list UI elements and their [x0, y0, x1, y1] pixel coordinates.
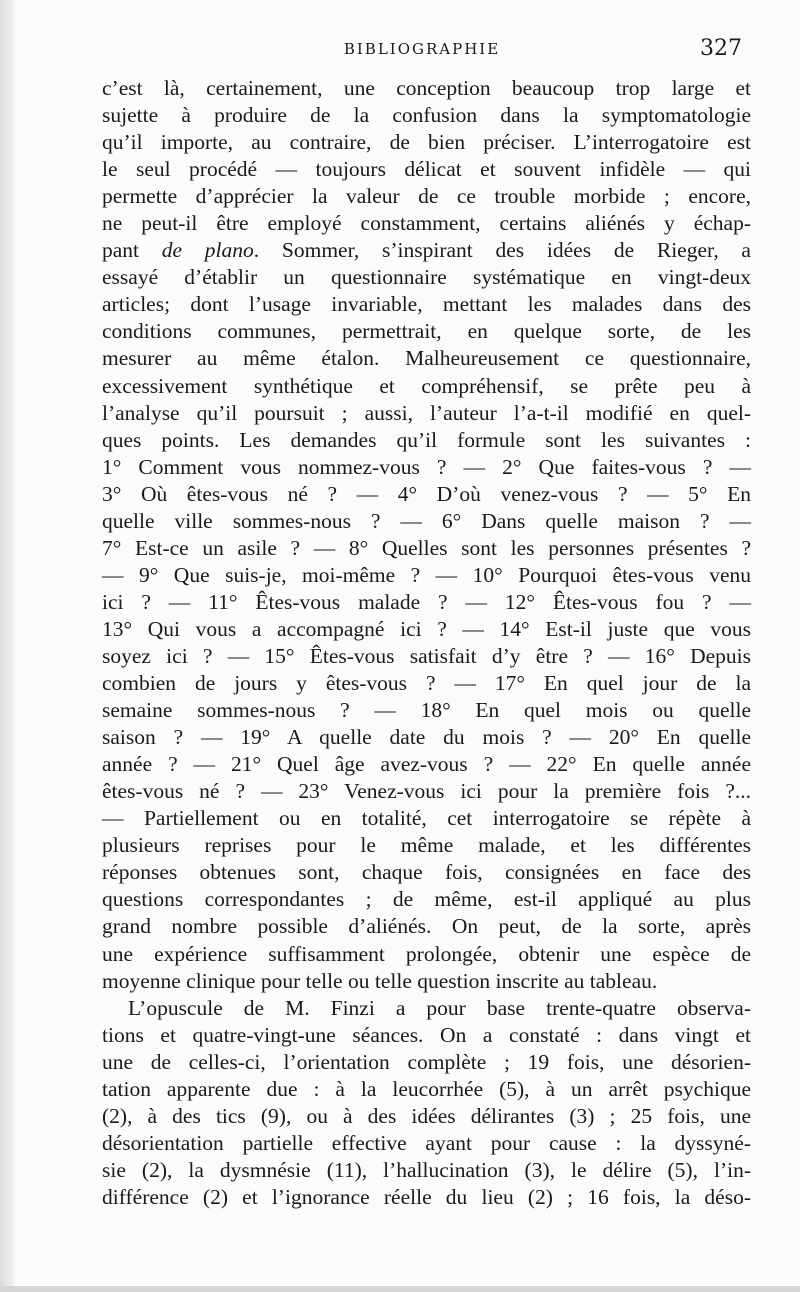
text-line: l’analyse qu’il poursuit ; aussi, l’auteur l’a-t-il modifié en quel-: [102, 400, 751, 425]
text-line: pant de plano. Sommer, s’inspirant des idées de Rieger, a: [102, 238, 751, 263]
text-line: excessivement synthétique et compréhensif, se prête peu à: [102, 373, 751, 398]
text-line: saison ? — 19° A quelle date du mois ? — 20° En quelle: [102, 725, 751, 750]
text-line: (2), à des tics (9), ou à des idées délirantes (3) ; 25 fois, une: [102, 1103, 751, 1128]
text-line: moyenne clinique pour telle ou telle question inscrite au tableau.: [102, 968, 658, 993]
text-line: 3° Où êtes-vous né ? — 4° D’où venez-vous ? — 5° En: [102, 481, 751, 506]
text-line: 13° Qui vous a accompagné ici ? — 14° Est-il juste que vous: [102, 616, 751, 641]
text-line: tation apparente due : à la leucorrhée (5), à un arrêt psychique: [102, 1076, 751, 1101]
running-title: BIBLIOGRAPHIE: [343, 40, 501, 58]
text-line: grand nombre possible d’aliénés. On peut, de la sorte, après: [102, 914, 751, 939]
text-line: c’est là, certainement, une conception beaucoup trop large et: [102, 76, 751, 100]
text-line: année ? — 21° Quel âge avez-vous ? — 22° En quelle année: [102, 752, 751, 777]
text-line: tions et quatre-vingt-une séances. On a constaté : dans vingt et: [102, 1022, 751, 1047]
page-number: 327: [700, 36, 742, 61]
page-binding-shadow: [0, 0, 14, 1292]
text-line: soyez ici ? — 15° Êtes-vous satisfait d’y être ? — 16° Depuis: [102, 643, 751, 668]
text-line: — 9° Que suis-je, moi-même ? — 10° Pourquoi êtes-vous venu: [102, 562, 751, 587]
text-line: questions correspondantes ; de même, est-il appliqué au plus: [102, 887, 751, 912]
text-line: permette d’apprécier la valeur de ce trouble morbide ; encore,: [102, 184, 751, 209]
text-line: le seul procédé — toujours délicat et souvent infidèle — qui: [102, 157, 751, 182]
body-text: [102, 75, 751, 1211]
text-line: une de celles-ci, l’orientation complète ; 19 fois, une désorien-: [102, 1049, 751, 1074]
text-line: combien de jours y êtes-vous ? — 17° En quel jour de la: [102, 671, 751, 696]
text-line: semaine sommes-nous ? — 18° En quel mois ou quelle: [102, 698, 751, 723]
italic-phrase: de plano: [161, 238, 254, 263]
text-line: essayé d’établir un questionnaire systématique en vingt-deux: [102, 265, 751, 290]
paragraph-finzi: [102, 995, 751, 1211]
text-line: mesurer au même étalon. Malheureusement ce questionnaire,: [102, 346, 751, 371]
text-line: 7° Est-ce un asile ? — 8° Quelles sont les personnes présentes ?: [102, 535, 751, 560]
text-line: une expérience suffisamment prolongée, obtenir une espèce de: [102, 941, 751, 966]
text-line: articles; dont l’usage invariable, mettant les malades dans des: [102, 292, 751, 317]
text-line: sujette à produire de la confusion dans la symptomatologie: [102, 103, 751, 128]
text-line: L’opuscule de M. Finzi a pour base trente-quatre observa-: [128, 995, 751, 1020]
text-line: — Partiellement ou en totalité, cet interrogatoire se répète à: [102, 806, 751, 831]
text-line: 1° Comment vous nommez-vous ? — 2° Que faites-vous ? —: [102, 454, 751, 479]
text-line: plusieurs reprises pour le même malade, et les différentes: [102, 833, 751, 858]
text-line: êtes-vous né ? — 23° Venez-vous ici pour la première fois ?...: [102, 779, 751, 804]
paragraph-questionnaire: [102, 75, 751, 995]
page-header: [102, 36, 742, 62]
page-bottom-edge: [0, 1286, 800, 1292]
text-line: réponses obtenues sont, chaque fois, consignées en face des: [102, 860, 751, 885]
text-line: quelle ville sommes-nous ? — 6° Dans quelle maison ? —: [102, 508, 751, 533]
text-line: qu’il importe, au contraire, de bien préciser. L’interrogatoire est: [102, 130, 751, 155]
text-line: sie (2), la dysmnésie (11), l’hallucination (3), le délire (5), l’in-: [102, 1157, 751, 1182]
text-line: ici ? — 11° Êtes-vous malade ? — 12° Êtes-vous fou ? —: [102, 589, 751, 614]
text-line: conditions communes, permettrait, en quelque sorte, de les: [102, 319, 751, 344]
text-line: différence (2) et l’ignorance réelle du lieu (2) ; 16 fois, la déso-: [102, 1184, 751, 1209]
text-line: ques points. Les demandes qu’il formule sont les suivantes :: [102, 427, 751, 452]
text-line: désorientation partielle effective ayant pour cause : la dyssyné-: [102, 1130, 751, 1155]
text-line: ne peut-il être employé constamment, certains aliénés y échap-: [102, 211, 751, 236]
